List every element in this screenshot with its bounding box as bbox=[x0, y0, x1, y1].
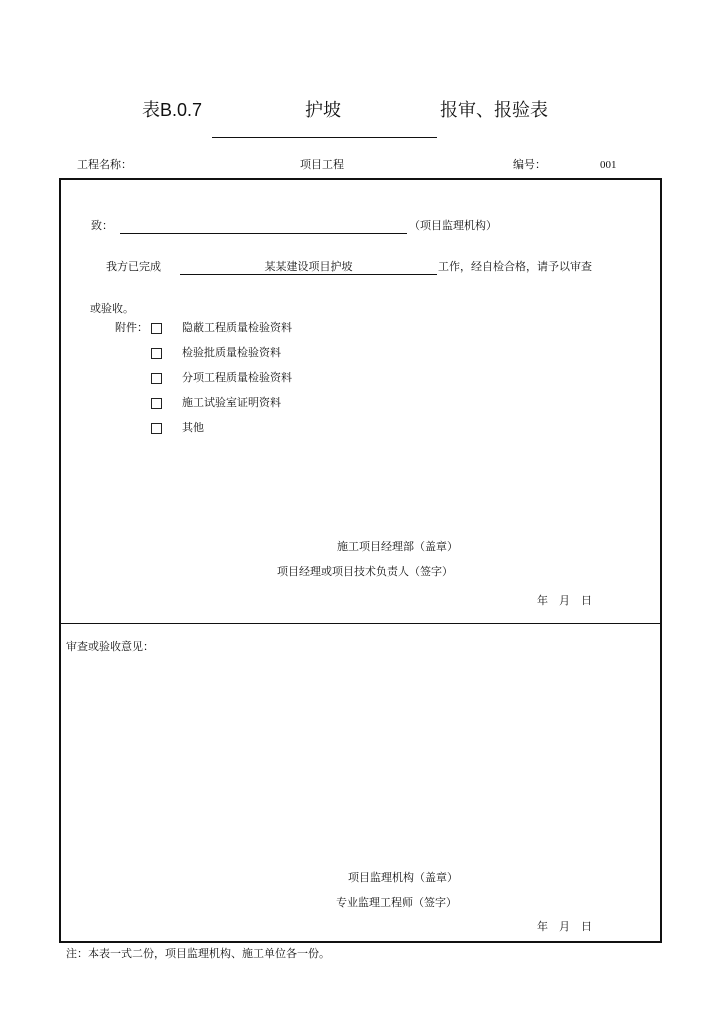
to-suffix: （项目监理机构） bbox=[409, 220, 497, 232]
completed-suffix: 工作，经自检合格，请予以审查 bbox=[438, 261, 592, 273]
supervisor-stamp: 项目监理机构（盖章） bbox=[348, 872, 458, 884]
attachments-label: 附件： bbox=[115, 322, 148, 334]
project-label: 工程名称： bbox=[77, 159, 132, 171]
attachment-label: 检验批质量检验资料 bbox=[182, 347, 281, 359]
to-label: 致： bbox=[91, 220, 113, 232]
attachment-label: 施工试验室证明资料 bbox=[182, 397, 281, 409]
completed-field-line bbox=[180, 274, 437, 275]
number-value: 001 bbox=[600, 159, 617, 171]
attachment-checkbox[interactable] bbox=[151, 323, 162, 334]
opinion-label: 审查或验收意见： bbox=[66, 641, 154, 653]
contractor-signature: 项目经理或项目技术负责人（签字） bbox=[277, 566, 453, 578]
attachment-label: 隐蔽工程质量检验资料 bbox=[182, 322, 292, 334]
completed-prefix: 我方已完成 bbox=[106, 261, 161, 273]
attachment-checkbox[interactable] bbox=[151, 398, 162, 409]
attachment-checkbox[interactable] bbox=[151, 373, 162, 384]
to-field[interactable] bbox=[120, 233, 407, 234]
supervisor-date: 年 月 日 bbox=[537, 921, 592, 933]
attachment-label: 其他 bbox=[182, 422, 204, 434]
attachment-checkbox[interactable] bbox=[151, 423, 162, 434]
form-box bbox=[59, 178, 662, 943]
completed-value[interactable]: 某某建设项目护坡 bbox=[264, 261, 353, 273]
title-underline bbox=[212, 137, 437, 138]
attachment-label: 分项工程质量检验资料 bbox=[182, 372, 292, 384]
section-divider bbox=[59, 623, 660, 624]
contractor-date: 年 月 日 bbox=[537, 595, 592, 607]
number-label: 编号： bbox=[513, 159, 546, 171]
form-code: 表B.0.7 bbox=[142, 100, 203, 120]
form-title: 报审、报验表 bbox=[440, 100, 548, 120]
supervisor-signature: 专业监理工程师（签字） bbox=[336, 897, 457, 909]
project-value: 项目工程 bbox=[300, 159, 344, 171]
form-item: 护坡 bbox=[305, 100, 341, 120]
attachment-checkbox[interactable] bbox=[151, 348, 162, 359]
footnote: 注：本表一式二份，项目监理机构、施工单位各一份。 bbox=[66, 948, 330, 960]
continuation-text: 或验收。 bbox=[90, 303, 134, 315]
contractor-stamp: 施工项目经理部（盖章） bbox=[337, 541, 458, 553]
